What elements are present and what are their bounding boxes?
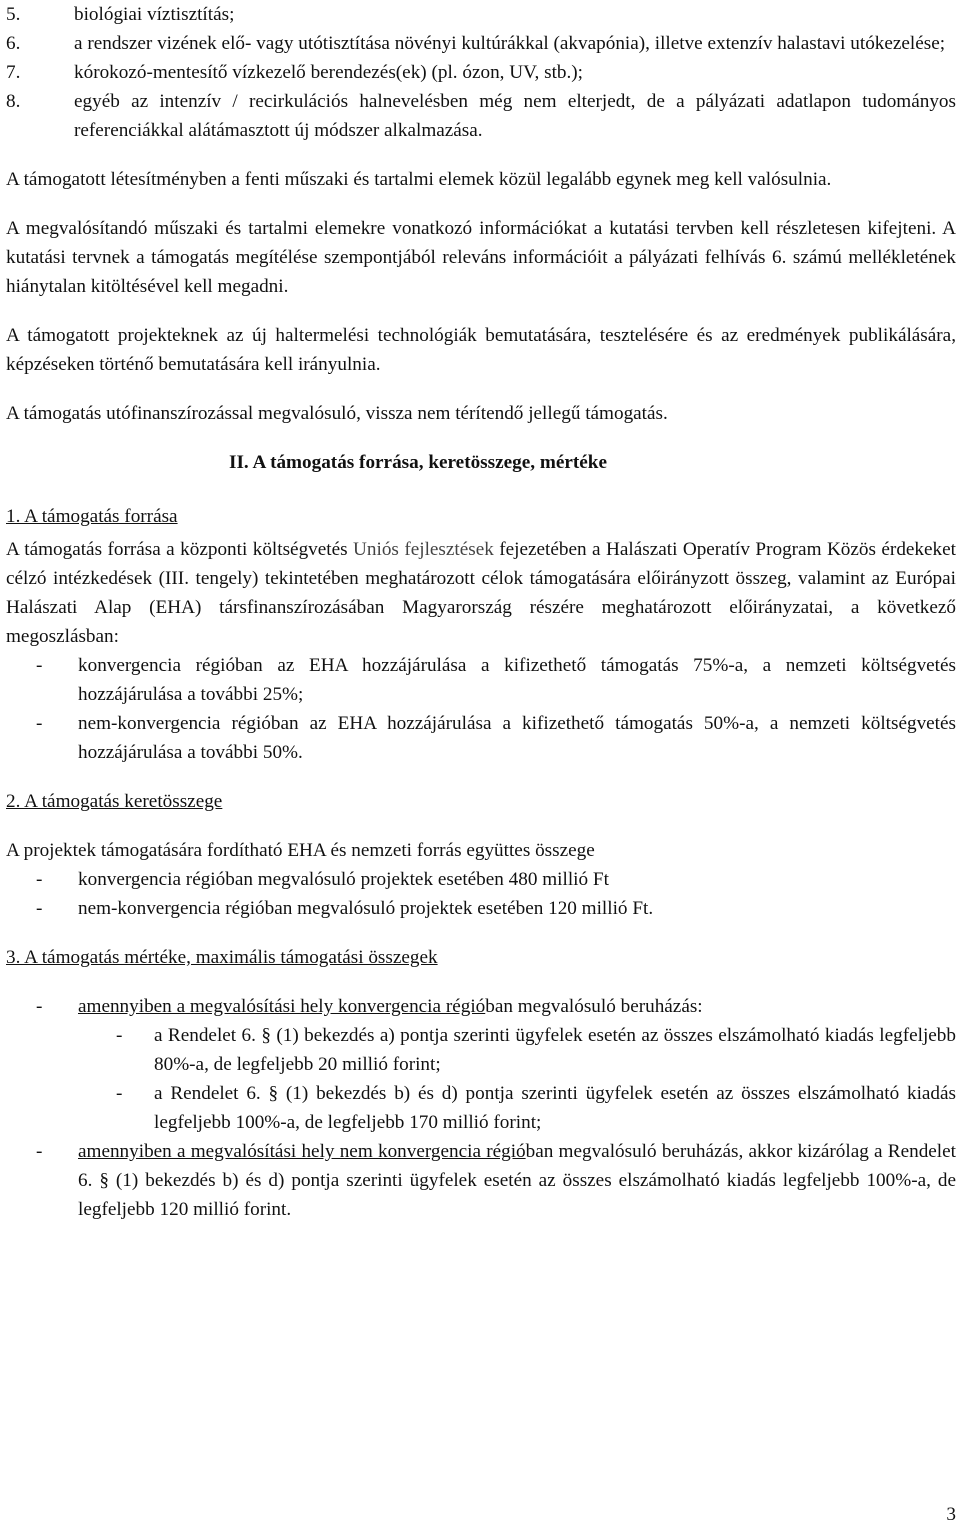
paragraph-budget: A projektek támogatására fordítható EHA és nemzeti forrás együttes összege [6,840,595,861]
subsection-heading-budget: 2. A támogatás keretösszege [6,791,223,812]
paragraph-requirement: A támogatott létesítményben a fenti műszaki és tartalmi elemek közül legalább egynek meg kell valósulnia. [6,169,832,190]
list-item [6,651,956,709]
paragraph-projects-aim: A támogatott projekteknek az új haltermelési technológiák bemutatására, tesztelésére és az eredmények publikálására, képzéseken történő bemutatására kell irányulnia. [6,325,956,375]
dash-bullet: - [36,898,43,919]
list-item [6,0,956,29]
rate-condition: amennyiben a megvalósítási hely nem konvergencia régió [78,1141,526,1162]
rate-condition-rest: ban megvalósuló beruházás, akkor kizárólag a Rendelet 6. § (1) bekezdés b) és d) pontja szerinti ügyfelek esetén az összes elszámolható kiadás legfeljebb 100%-a, de legfeljebb 120 millió forint. [78,1141,956,1220]
list-number: 8. [6,91,21,112]
subsection-heading-source: 1. A támogatás forrása [6,506,178,527]
list-text: konvergencia régióban az EHA hozzájárulása a kifizethető támogatás 75%-a, a nemzeti költségvetés hozzájárulása a további 25%; [78,655,956,705]
list-item [6,1079,956,1137]
rate-list [6,992,956,1224]
list-text: egyéb az intenzív / recirkulációs halnevelésben még nem elterjedt, de a pályázati adatlapon tudományos referenciákkal alátámasztott új módszer alkalmazása. [74,91,956,141]
subsection-heading-rate: 3. A támogatás mértéke, maximális támogatási összegek [6,947,438,968]
list-item [6,1137,956,1224]
dash-bullet: - [36,996,43,1017]
list-text: biológiai víztisztítás; [74,4,235,25]
dash-bullet: - [116,1083,123,1104]
source-text-start: A támogatás forrása a központi költségvetés [6,539,354,560]
paragraph-financing-type: A támogatás utófinanszírozással megvalósuló, vissza nem térítendő jellegű támogatás. [6,403,668,424]
dash-bullet: - [116,1025,123,1046]
list-number: 6. [6,33,21,54]
list-item [6,87,956,145]
element-list [6,0,956,145]
list-text: nem-konvergencia régióban megvalósuló projektek esetében 120 millió Ft. [78,898,654,919]
list-number: 5. [6,4,21,25]
paragraph-research-plan: A megvalósítandó műszaki és tartalmi elemekre vonatkozó információkat a kutatási tervben kell részletesen kifejteni. A kutatási tervnek a támogatás megítélése szempontjából releváns információit a pályázati felhívás 6. számú mellékletének hiánytalan kitöltésével kell megadni. [6,218,956,297]
list-text: a Rendelet 6. § (1) bekezdés a) pontja szerinti ügyfelek esetén az összes elszámolható kiadás legfeljebb 80%-a, de legfeljebb 20 millió forint; [154,1025,956,1075]
dash-bullet: - [36,655,43,676]
section-title: II. A támogatás forrása, keretösszege, mértéke [229,452,607,473]
document-page [6,0,956,1224]
rate-condition: amennyiben a megvalósítási hely konvergencia régió [78,996,486,1017]
list-item [6,865,956,894]
paragraph-source [6,535,956,651]
list-item [6,992,956,1137]
distribution-list [6,651,956,767]
budget-list [6,865,956,923]
list-item [6,1021,956,1079]
rate-condition-rest: ban megvalósuló beruházás: [485,996,703,1017]
dash-bullet: - [36,1141,43,1162]
page-number: 3 [946,1504,956,1525]
dash-bullet: - [36,713,43,734]
source-text-end: fejezetében a Halászati Operatív Program Közös érdekeket célzó intézkedések (III. tengely) tekintetében meghatározott célok támogatására előirányzott összeg, valamint az Európai Halászati Alap (EHA) társfinanszírozásában Magyarország részére meghatározott előirányzatai, a következő megoszlásban: [6,539,956,647]
list-text: a rendszer vizének elő- vagy utótisztítása növényi kultúrákkal (akvapónia), illetve extenzív halastavi utókezelése; [74,33,946,54]
list-number: 7. [6,62,21,83]
list-item [6,709,956,767]
list-text: nem-konvergencia régióban az EHA hozzájárulása a kifizethető támogatás 50%-a, a nemzeti költségvetés hozzájárulása a további 50%. [78,713,956,763]
source-text-chapter: Uniós fejlesztések [353,539,494,560]
list-text: kórokozó-mentesítő vízkezelő berendezés(ek) (pl. ózon, UV, stb.); [74,62,584,83]
list-text: a Rendelet 6. § (1) bekezdés b) és d) pontja szerinti ügyfelek esetén az összes elszámolható kiadás legfeljebb 100%-a, de legfeljebb 170 millió forint; [154,1083,956,1133]
section-header [6,448,956,527]
list-item [6,29,956,58]
list-item [6,58,956,87]
list-text: konvergencia régióban megvalósuló projektek esetében 480 millió Ft [78,869,609,890]
rate-sub-list [6,1021,956,1137]
dash-bullet: - [36,869,43,890]
list-item [6,894,956,923]
